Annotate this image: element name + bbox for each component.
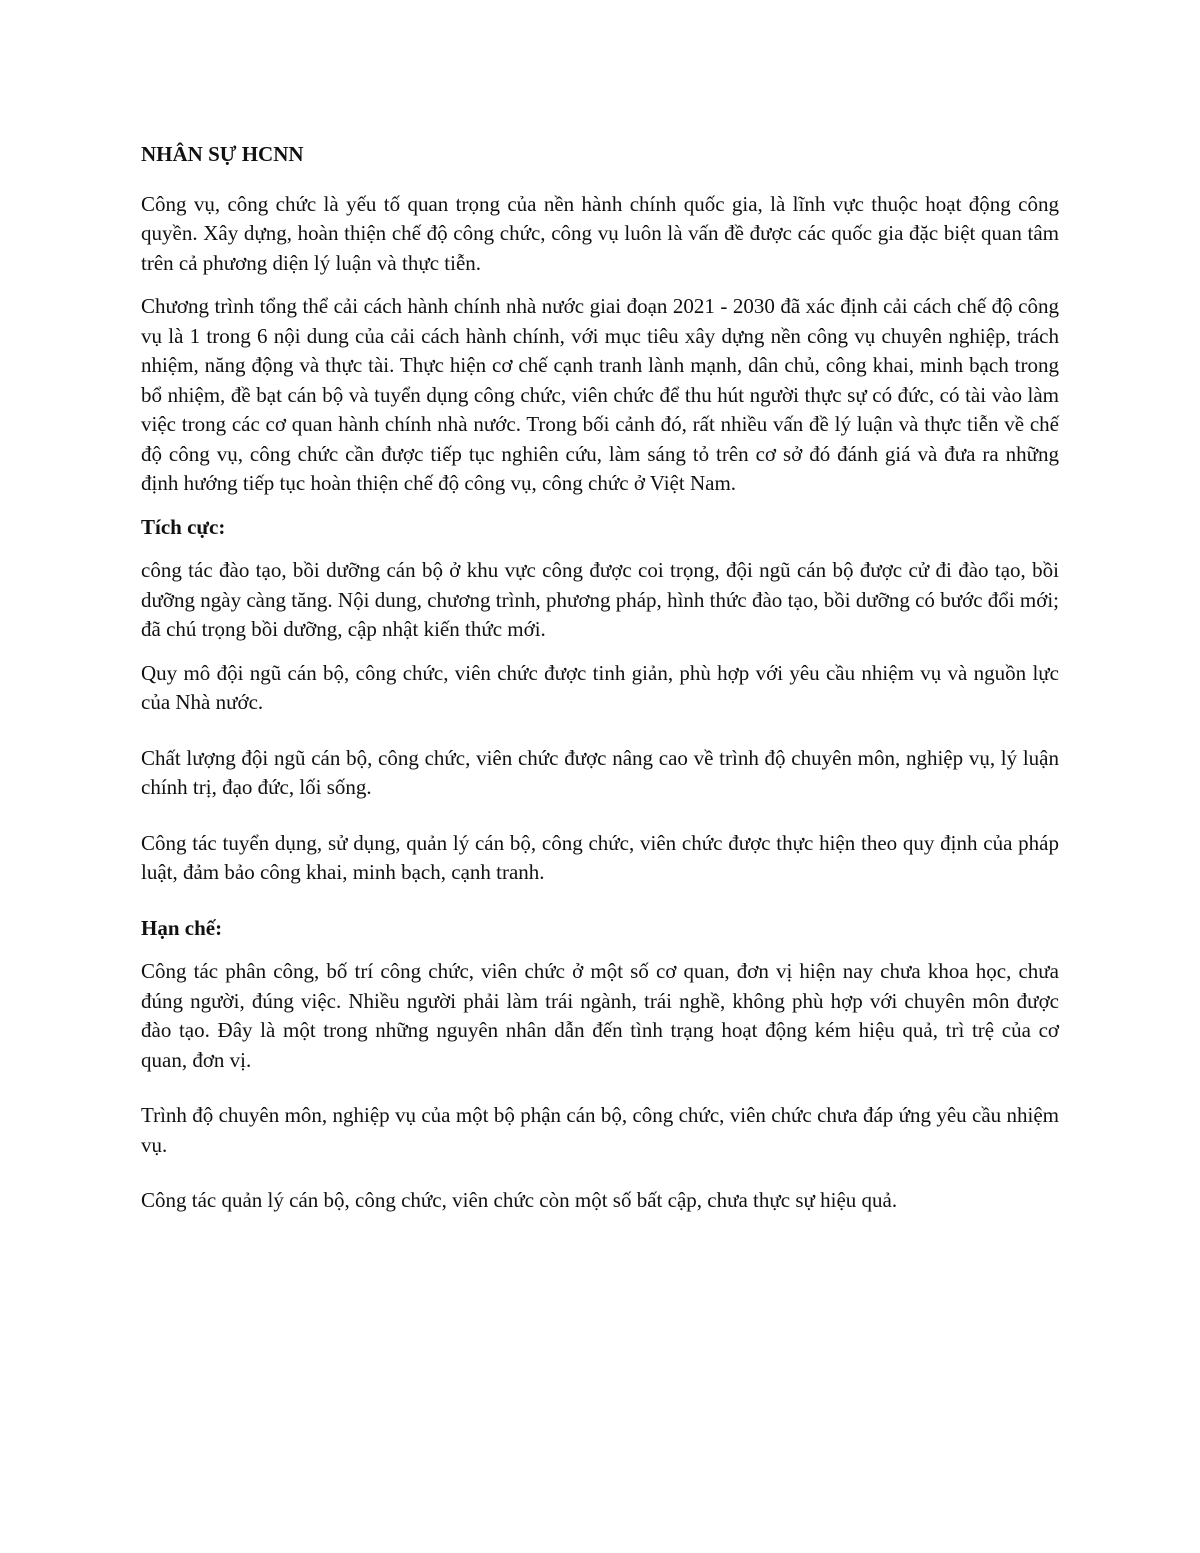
positive-paragraph-1: công tác đào tạo, bồi dưỡng cán bộ ở khu vực công được coi trọng, đội ngũ cán bộ được cử đi đào tạo, bồi dưỡng ngày càng tăng. Nội dung, chương trình, phương pháp, hình thức đào tạo, bồi dưỡng có bước đổi mới; đã chú trọng bồi dưỡng, cập nhật kiến thức mới. — [141, 558, 1059, 641]
intro-paragraph-1: Công vụ, công chức là yếu tố quan trọng của nền hành chính quốc gia, là lĩnh vực thuộc hoạt động công quyền. Xây dựng, hoàn thiện chế độ công chức, công vụ luôn là vấn đề được các quốc gia đặc biệt quan tâm trên cả phương diện lý luận và thực tiễn. — [141, 191, 1059, 275]
positive-paragraph-2: Quy mô đội ngũ cán bộ, công chức, viên chức được tinh giản, phù hợp với yêu cầu nhiệm vụ và nguồn lực của Nhà nước. — [141, 660, 1059, 714]
document-page — [141, 140, 1059, 1230]
negative-heading: Hạn chế: — [141, 915, 223, 940]
document-title: NHÂN SỰ HCNN — [141, 142, 304, 166]
intro-paragraph-2: Chương trình tổng thể cải cách hành chính nhà nước giai đoạn 2021 - 2030 đã xác định cải cách chế độ công vụ là 1 trong 6 nội dung của cải cách hành chính, với mục tiêu xây dựng nền công vụ chuyên nghiệp, trách nhiệm, năng động và thực tài. Thực hiện cơ chế cạnh tranh lành mạnh, dân chủ, công khai, minh bạch trong bổ nhiệm, đề bạt cán bộ và tuyển dụng công chức, viên chức để thu hút người thực sự có đức, có tài vào làm việc trong các cơ quan hành chính nhà nước. Trong bối cảnh đó, rất nhiều vấn đề lý luận và thực tiễn về chế độ công vụ, công chức cần được tiếp tục nghiên cứu, làm sáng tỏ trên cơ sở đó đánh giá và đưa ra những định hướng tiếp tục hoàn thiện chế độ công vụ, công chức ở Việt Nam. — [141, 294, 1059, 495]
negative-paragraph-2: Trình độ chuyên môn, nghiệp vụ của một bộ phận cán bộ, công chức, viên chức chưa đáp ứng yêu cầu nhiệm vụ. — [141, 1103, 1059, 1157]
negative-paragraph-1: Công tác phân công, bố trí công chức, viên chức ở một số cơ quan, đơn vị hiện nay chưa khoa học, chưa đúng người, đúng việc. Nhiều người phải làm trái ngành, trái nghề, không phù hợp với chuyên môn được đào tạo. Đây là một trong những nguyên nhân dẫn đến tình trạng hoạt động kém hiệu quả, trì trệ của cơ quan, đơn vị. — [141, 959, 1059, 1072]
positive-paragraph-4: Công tác tuyển dụng, sử dụng, quản lý cán bộ, công chức, viên chức được thực hiện theo quy định của pháp luật, đảm bảo công khai, minh bạch, cạnh tranh. — [141, 830, 1059, 884]
positive-heading: Tích cực: — [141, 514, 226, 539]
negative-paragraph-3: Công tác quản lý cán bộ, công chức, viên chức còn một số bất cập, chưa thực sự hiệu quả. — [141, 1188, 898, 1212]
positive-paragraph-3: Chất lượng đội ngũ cán bộ, công chức, viên chức được nâng cao về trình độ chuyên môn, nghiệp vụ, lý luận chính trị, đạo đức, lối sống. — [141, 745, 1059, 799]
